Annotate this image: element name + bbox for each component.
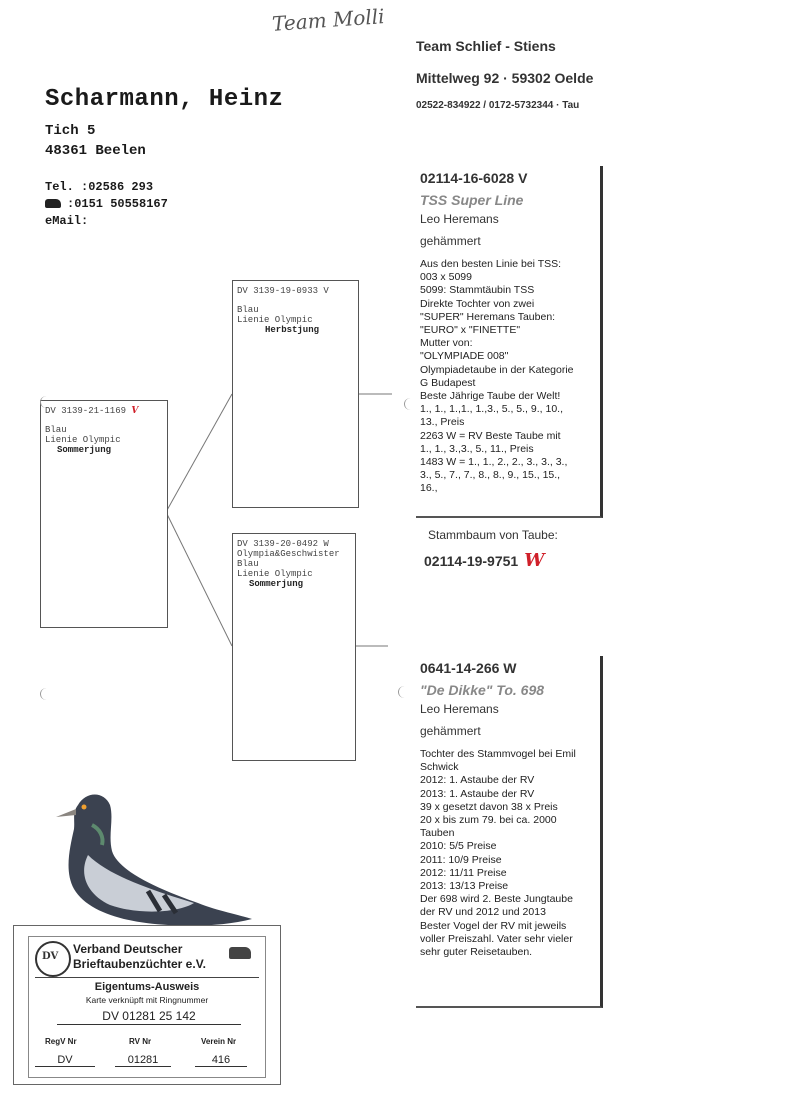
subject-ring-number: DV 3139-21-1169 [45,406,127,416]
note-line: 1483 W = 1., 1., 2., 2., 3., 3., 3., [420,456,568,469]
note-line: Aus den besten Linie bei TSS: [420,258,562,270]
note-line: 20 x bis zum 79. bei ca. 2000 [420,814,557,827]
note-line: 1., 1., 1.,1., 1.,3., 5., 5., 9., 10., [420,403,564,416]
card-subtitle: Karte verknüpft mit Ringnummer [85,995,209,1005]
note-line: Tauben [420,827,455,840]
card-org-line-1: Verband Deutscher [73,942,183,956]
note-line: Mutter von: [420,337,473,350]
ownership-card-inner [28,936,266,1078]
punch-mark [398,686,411,698]
note-line: 3., 5., 7., 7., 8., 8., 9., 15., 15., [420,469,561,482]
sire-panel-color: gehämmert [420,234,481,248]
dam-line: Lienie Olympic [237,569,313,579]
dam-extra: Olympia&Geschwister [237,549,340,559]
sire-panel-breeder: Leo Heremans [420,212,499,226]
sire-ring: DV 3139-19-0933 V [237,286,329,296]
pedigree-label: Stammbaum von Taube: [428,528,558,542]
sire-info-panel [416,166,603,518]
subject-ring [41,401,167,416]
note-line: 13., Preis [420,416,465,429]
card-value-rv: 01281 [115,1054,171,1067]
note-line: Direkte Tochter von zwei [420,297,535,310]
note-line: 39 x gesetzt davon 38 x Preis [420,800,558,813]
car-icon [229,947,251,959]
card-column-rv: RV Nr [129,1037,152,1046]
dam-season: Sommerjung [249,579,304,589]
note-line: Der 698 wird 2. Beste Jungtaube [420,893,573,906]
note-line: 2012: 1. Astaube der RV [420,774,535,787]
owner-city: 48361 Beelen [45,143,146,159]
ownership-card [14,926,280,1084]
card-title: Eigentums-Ausweis [94,981,200,993]
note-line: Schwick [420,761,459,774]
dam-panel-color: gehämmert [420,724,481,738]
pigeon-photo [48,785,258,935]
note-line: 003 x 5099 [420,271,472,284]
team-address: Mittelweg 92 · 59302 Oelde [416,70,594,86]
note-line: Olympiadetaube in der Kategorie [420,363,574,376]
note-line: 2012: 11/11 Preise [420,866,507,879]
dam-ring: DV 3139-20-0492 W [237,539,329,549]
pedigree-sex-mark: W [524,550,545,571]
sire-line: Lienie Olympic [237,315,313,325]
note-line: voller Preiszahl. Vater sehr vieler [420,932,573,945]
note-line: "SUPER" Heremans Tauben: [420,310,556,323]
note-line: 2013: 13/13 Preise [420,880,509,893]
punch-mark [40,396,53,408]
note-line: "OLYMPIADE 008" [420,350,509,363]
owner-email: eMail: [45,214,89,228]
note-line: 5099: Stammtäubin TSS [420,284,535,297]
card-value-verein: 416 [195,1054,247,1067]
sire-panel-ring: 02114-16-6028 V [420,170,528,186]
handwritten-note: Team Molli [271,4,386,36]
card-value-regv: DV [35,1054,95,1067]
sire-color: Blau [237,305,259,315]
dam-panel-name: "De Dikke" To. 698 [420,682,545,698]
owner-tel: Tel. :02586 293 [45,180,154,194]
dam-box [232,533,356,761]
owner-mobile-number: :0151 50558167 [67,197,168,211]
note-line: sehr guter Reisetauben. [420,946,533,959]
owner-street: Tich 5 [45,123,96,139]
pedigree-ring-number: 02114-19-9751 [424,553,519,569]
dam-panel-breeder: Leo Heremans [420,702,499,716]
note-line: 2010: 5/5 Preise [420,840,497,853]
subject-color: Blau [45,425,67,435]
team-name: Team Schlief - Stiens [416,38,556,54]
subject-line: Lienie Olympic [45,435,121,445]
sire-panel-notes [420,258,600,496]
team-phone: 02522-834922 / 0172-5732344 · Tau [416,100,580,111]
subject-pigeon-box [40,400,168,628]
sire-season: Herbstjung [265,325,320,335]
subject-season: Sommerjung [57,445,112,455]
punch-mark [40,688,53,700]
dam-color: Blau [237,559,259,569]
note-line: 2263 W = RV Beste Taube mit [420,429,561,442]
note-line: der RV und 2012 und 2013 [420,906,546,919]
association-logo [35,941,71,977]
note-line: 2013: 1. Astaube der RV [420,787,535,800]
owner-name: Scharmann, Heinz [45,86,284,113]
subject-sex-mark: V [131,406,139,416]
association-logo-text: DV [42,951,59,962]
card-ring-number: DV 01281 25 142 [57,1009,241,1025]
note-line: 2011: 10/9 Preise [420,853,502,866]
card-divider [35,977,259,978]
note-line: G Budapest [420,376,476,389]
card-org-line-2: Brieftaubenzüchter e.V. [73,957,206,971]
note-line: Beste Jährige Taube der Welt! [420,390,561,403]
note-line: Bester Vogel der RV mit jeweils [420,919,567,932]
sire-panel-name: TSS Super Line [420,192,524,208]
note-line: 16., [420,482,438,495]
dam-panel-notes [420,748,600,959]
note-line: Tochter des Stammvogel bei Emil [420,748,576,760]
dam-panel-ring: 0641-14-266 W [420,660,517,676]
card-column-verein: Verein Nr [201,1037,237,1046]
sire-box [232,280,359,508]
card-column-regv: RegV Nr [45,1037,77,1046]
note-line: "EURO" x "FINETTE" [420,324,521,337]
note-line: 1., 1., 3.,3., 5., 11., Preis [420,442,534,455]
pedigree-ring [424,550,544,571]
dam-info-panel [416,656,603,1008]
